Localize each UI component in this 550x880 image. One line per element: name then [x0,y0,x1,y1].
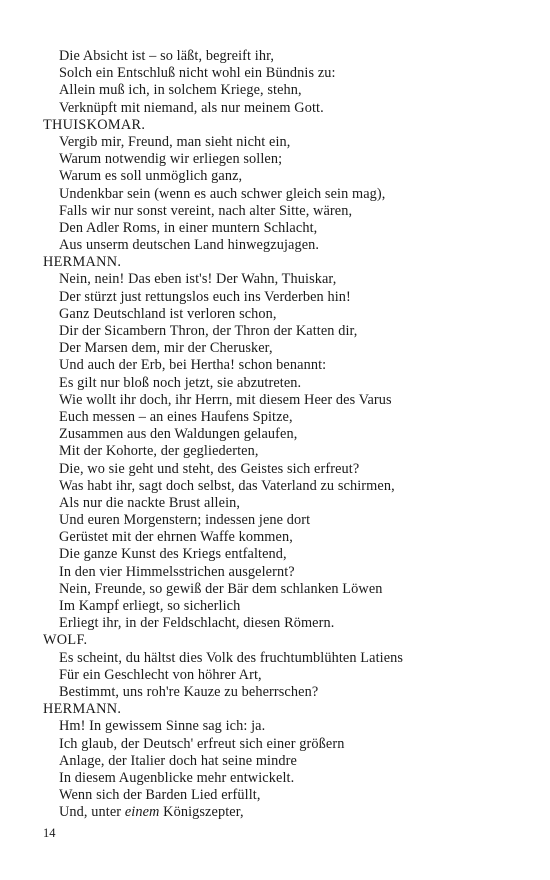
verse-line: Es scheint, du hältst dies Volk des fruchtumblühten Latiens [59,649,404,666]
verse-line: Den Adler Roms, in einer muntern Schlacht, [59,219,318,236]
verse-line: Der Marsen dem, mir der Cherusker, [59,340,273,357]
verse-line: Warum es soll unmöglich ganz, [59,168,243,185]
verse-line: Anlage, der Italier doch hat seine mindre [59,752,297,769]
verse-line: Erliegt ihr, in der Feldschlacht, diesen Römern. [59,615,335,632]
verse-line: Vergib mir, Freund, man sieht nicht ein, [59,133,291,150]
verse-line: Bestimmt, uns roh're Kauze zu beherrschen? [59,683,319,700]
speaker-name: HERMANN. [43,254,122,271]
verse-line: Die, wo sie geht und steht, des Geistes sich erfreut? [59,460,360,477]
verse-line: Wie wollt ihr doch, ihr Herrn, mit diesem Heer des Varus [59,391,392,408]
verse-line: Und euren Morgenstern; indessen jene dort [59,512,311,529]
verse-line: Ich glaub, der Deutsch' erfreut sich einer größern [59,735,345,752]
verse-line: Es gilt nur bloß noch jetzt, sie abzutreten. [59,374,302,391]
verse-line: Nein, Freunde, so gewiß der Bär dem schlanken Löwen [59,580,383,597]
verse-line: Die ganze Kunst des Kriegs entfaltend, [59,546,287,563]
verse-line: Falls wir nur sonst vereint, nach alter Sitte, wären, [59,202,353,219]
verse-line: Warum notwendig wir erliegen sollen; [59,151,283,168]
verse-line: Hm! In gewissem Sinne sag ich: ja. [59,718,266,735]
verse-line: Nein, nein! Das eben ist's! Der Wahn, Thuiskar, [59,271,337,288]
drama-text [43,48,513,821]
verse-line: Solch ein Entschluß nicht wohl ein Bündnis zu: [59,65,336,82]
speaker-name: WOLF. [43,632,88,649]
verse-line: Was habt ihr, sagt doch selbst, das Vaterland zu schirmen, [59,477,395,494]
verse-line: Mit der Kohorte, der gegliederten, [59,443,259,460]
verse-line: In diesem Augenblicke mehr entwickelt. [59,769,295,786]
speaker-name: HERMANN. [43,701,122,718]
verse-line: Für ein Geschlecht von höhrer Art, [59,666,262,683]
verse-line: Wenn sich der Barden Lied erfüllt, [59,787,261,804]
verse-text: Königszepter, [159,804,244,821]
verse-line: Im Kampf erliegt, so sicherlich [59,598,241,614]
verse-line: Ganz Deutschland ist verloren schon, [59,305,277,322]
verse-text: Und, unter [59,804,125,821]
verse-line: Euch messen – an eines Haufens Spitze, [59,408,293,425]
verse-line: Undenkbar sein (wenn es auch schwer gleich sein mag), [59,185,386,202]
verse-line [43,804,513,821]
verse-line: Aus unserm deutschen Land hinwegzujagen. [59,237,320,254]
verse-line: Und auch der Erb, bei Hertha! schon benannt: [59,357,327,374]
verse-line: Gerüstet mit der ehrnen Waffe kommen, [59,529,293,546]
verse-line: Zusammen aus den Waldungen gelaufen, [59,426,298,443]
emphasis-text: einem [124,804,160,821]
verse-line: Dir der Sicambern Thron, der Thron der Katten dir, [59,323,358,339]
verse-line: Der stürzt just rettungslos euch ins Verderben hin! [59,288,351,305]
verse-line: Die Absicht ist – so läßt, begreift ihr, [59,48,275,64]
page-number: 14 [43,826,56,840]
speaker-name: THUISKOMAR. [43,116,146,133]
verse-line: Als nur die nackte Brust allein, [59,494,241,511]
verse-line: Allein muß ich, in solchem Kriege, stehn, [59,82,302,99]
verse-line: In den vier Himmelsstrichen ausgelernt? [59,563,295,580]
verse-line: Verknüpft mit niemand, als nur meinem Gott. [59,99,324,116]
